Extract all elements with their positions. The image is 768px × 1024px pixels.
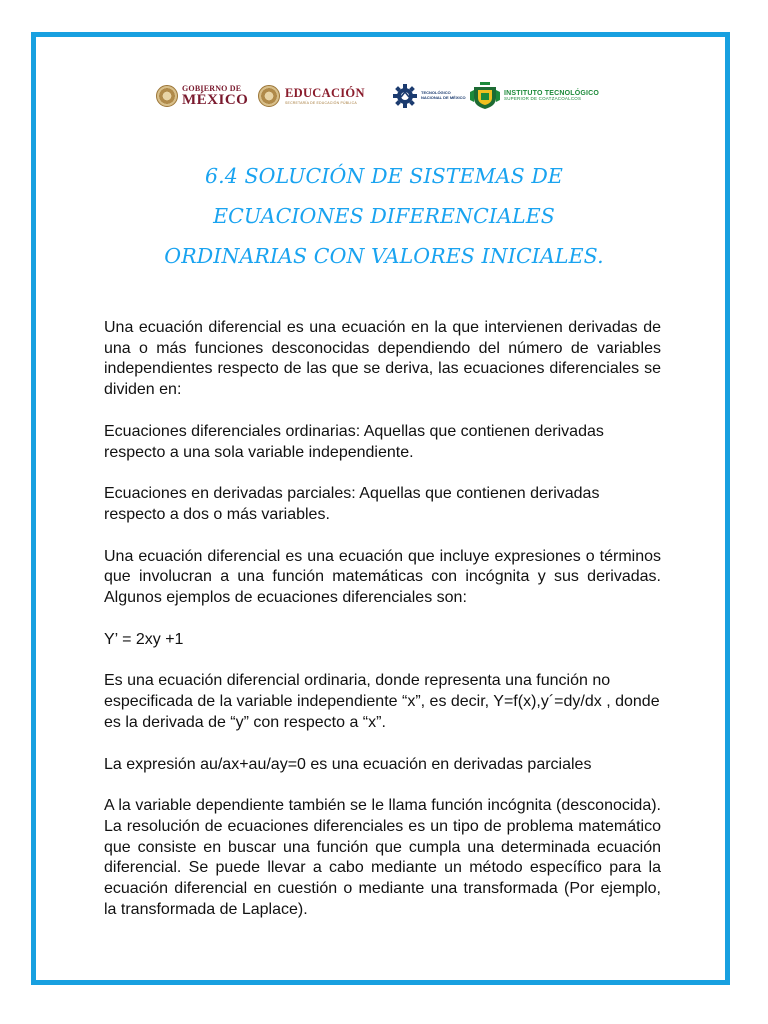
document-title: [72, 156, 696, 276]
itesco-logo-line1: INSTITUTO TECNOLÓGICO: [504, 89, 600, 97]
institution-logo-bar: [156, 72, 608, 120]
educacion-logo-line1: EDUCACIÓN: [285, 86, 365, 100]
paragraph-partial-equations: Ecuaciones en derivadas parciales: Aquellas que contienen derivadas respecto a dos o más variables.: [104, 485, 600, 523]
paragraph-examples-intro: Una ecuación diferencial es una ecuación que incluye expresiones o términos que involucran a una función matemáticas con incógnita y sus derivadas. Algunos ejemplos de ecuaciones diferenciales son:: [104, 547, 661, 607]
sep-seal-icon: [258, 85, 280, 107]
itesco-logo: [470, 82, 599, 110]
paragraph-ordinary-equations: Ecuaciones diferenciales ordinarias: Aquellas que contienen derivadas respecto a una sola variable independiente.: [104, 422, 604, 461]
document-body: [104, 318, 661, 941]
tecnm-logo: [392, 83, 470, 109]
tecnm-logo-line1: TECNOLÓGICO: [421, 90, 451, 96]
paragraph-definition: Una ecuación diferencial es una ecuación en la que intervienen derivadas de una o más funciones desconocidas dependiendo del número de variables independientes respecto de las que se deriva, las ecuaciones diferenciales se dividen en:: [104, 319, 661, 399]
educacion-logo: [258, 85, 392, 107]
gobierno-de-mexico-logo: [156, 85, 258, 108]
itesco-logo-line2: SUPERIOR DE COATZACOALCOS: [504, 96, 582, 102]
itesco-shield-icon: [470, 82, 500, 110]
paragraph-ordinary-explanation: Es una ecuación diferencial ordinaria, donde representa una función no especificada de la variable independiente “x”, es decir, Y=f(x),y´=dy/dx , donde es la derivada de “y” con respecto a “x”.: [104, 672, 660, 731]
national-seal-icon: [156, 85, 178, 107]
paragraph-partial-expression: La expresión au/ax+au/ay=0 es una ecuación en derivadas parciales: [104, 755, 592, 773]
tecnm-logo-line2: NACIONAL DE MÉXICO: [421, 95, 466, 100]
educacion-logo-line2: SECRETARÍA DE EDUCACIÓN PÚBLICA: [285, 100, 357, 105]
title-line-3: ORDINARIAS CON VALORES INICIALES.: [164, 244, 604, 268]
equation-example: Y’ = 2xy +1: [104, 630, 184, 648]
title-line-2: ECUACIONES DIFERENCIALES: [213, 204, 555, 228]
title-line-1: 6.4 SOLUCIÓN DE SISTEMAS DE: [205, 164, 563, 188]
gobierno-logo-line2: MÉXICO: [182, 91, 249, 108]
gobierno-logo-line1: GOBIERNO DE: [182, 83, 242, 93]
gear-icon: [392, 83, 418, 109]
paragraph-unknown-function: A la variable dependiente también se le llama función incógnita (desconocida). La resolución de ecuaciones diferenciales es un tipo de problema matemático que consiste en buscar una función que cumpla una determinada ecuación diferencial. Se puede llevar a cabo mediante un método específico para la ecuación diferencial en cuestión o mediante una transformada (Por ejemplo, la transformada de Laplace).: [104, 797, 661, 918]
